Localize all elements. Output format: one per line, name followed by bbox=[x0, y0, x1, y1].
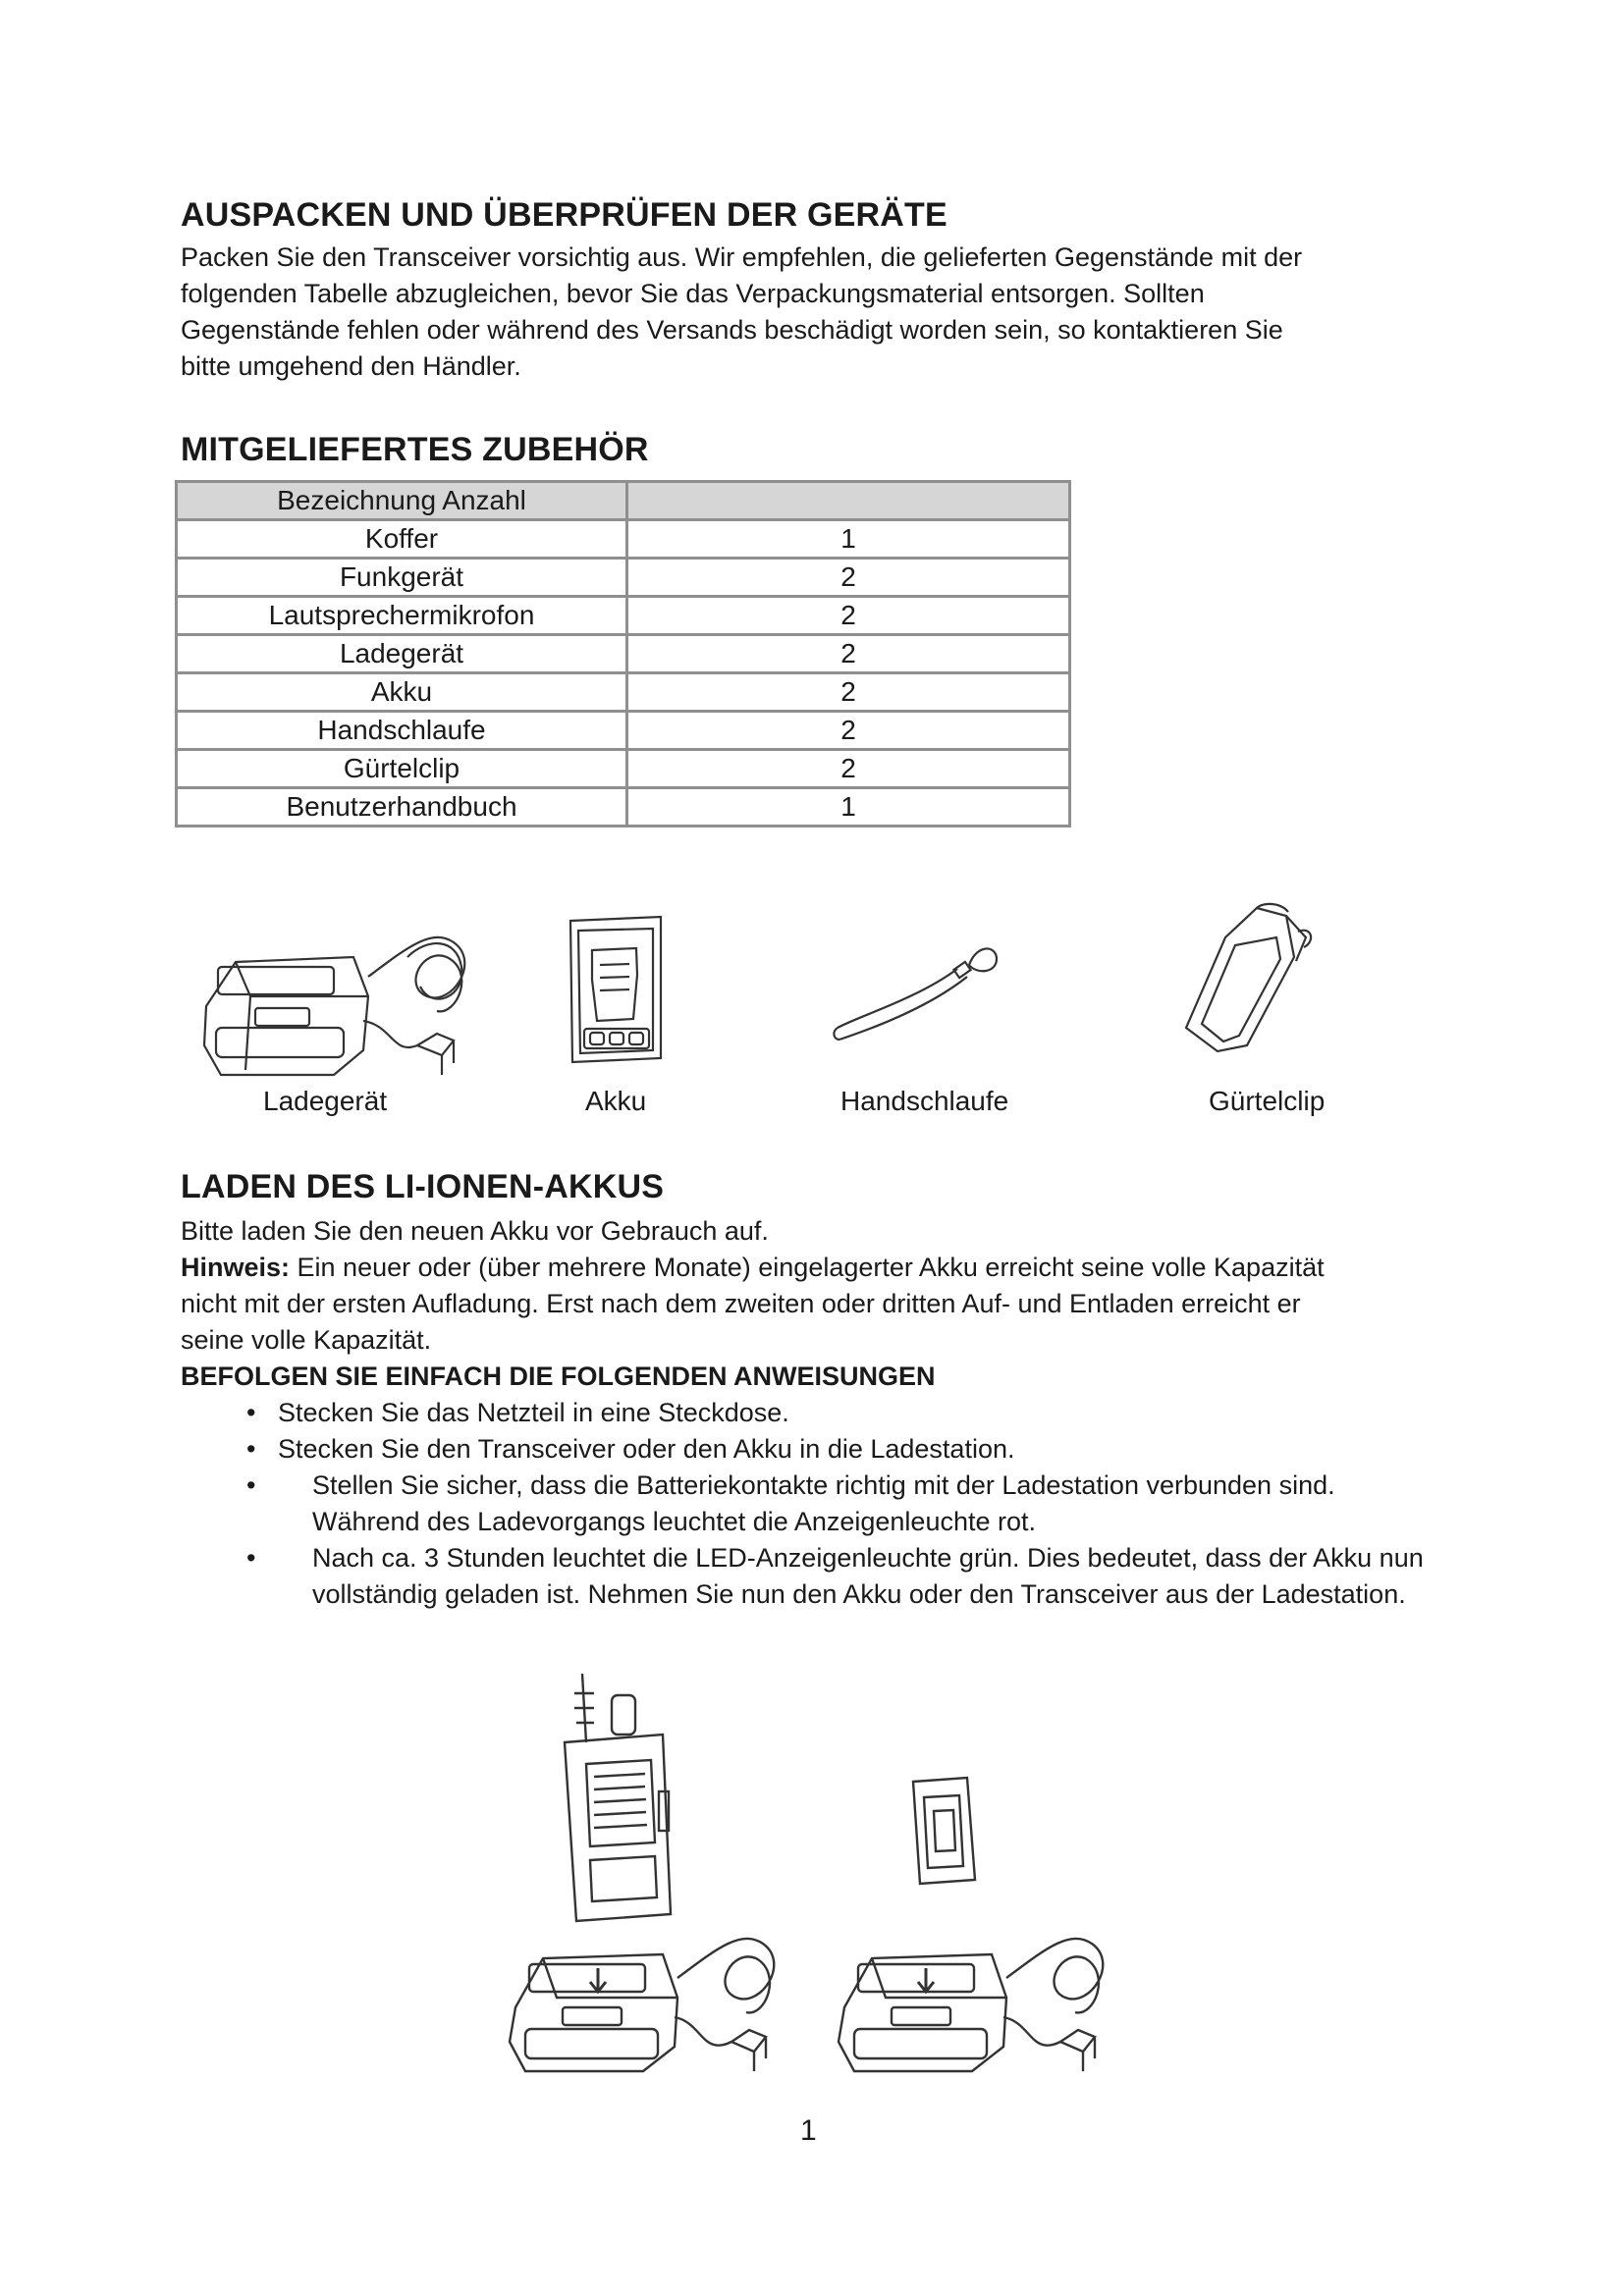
instructions-subheading: BEFOLGEN SIE EINFACH DIE FOLGENDEN ANWEISUNGEN bbox=[181, 1362, 936, 1391]
hand-strap-illustration bbox=[830, 937, 1001, 1045]
list-item-text: Stecken Sie das Netzteil in eine Steckdose. bbox=[278, 1398, 789, 1427]
table-header-cell: Bezeichnung Anzahl bbox=[177, 482, 627, 520]
item-qty: 2 bbox=[627, 635, 1070, 673]
item-name: Akku bbox=[177, 673, 627, 712]
unpacking-line-4: bitte umgehend den Händler. bbox=[181, 351, 521, 381]
charger-illustration bbox=[196, 918, 491, 1085]
caption-belt-clip: Gürtelclip bbox=[1209, 1086, 1326, 1116]
item-qty: 2 bbox=[627, 750, 1070, 788]
list-item bbox=[180, 1395, 1456, 1431]
table-row bbox=[177, 597, 1070, 635]
item-qty: 2 bbox=[627, 597, 1070, 635]
list-item-text: Stellen Sie sicher, dass die Batteriekontakte richtig mit der Ladestation verbunden sind. Während des Ladevorgangs leuchtet die Anzeigenleuchte rot. bbox=[312, 1470, 1335, 1536]
page-number: 1 bbox=[800, 2114, 817, 2147]
table-row bbox=[177, 788, 1070, 827]
heading-accessories: MITGELIEFERTES ZUBEHÖR bbox=[181, 431, 649, 468]
heading-unpacking: AUSPACKEN UND ÜBERPRÜFEN DER GERÄTE bbox=[181, 196, 947, 234]
caption-battery: Akku bbox=[585, 1086, 647, 1116]
item-qty: 2 bbox=[627, 673, 1070, 712]
table-row bbox=[177, 712, 1070, 750]
charging-intro: Bitte laden Sie den neuen Akku vor Gebrauch auf. bbox=[181, 1216, 769, 1246]
item-name: Lautsprechermikrofon bbox=[177, 597, 627, 635]
table-header-row bbox=[177, 482, 1070, 520]
list-item-text: Nach ca. 3 Stunden leuchtet die LED-Anzeigenleuchte grün. Dies bedeutet, dass der Akku nun vollständig geladen ist. Nehmen Sie nun den Akku oder den Transceiver aus der Ladestation. bbox=[312, 1543, 1424, 1609]
charging-illustration bbox=[496, 1674, 1149, 2086]
list-item bbox=[180, 1540, 1456, 1613]
bullet-symbol: • bbox=[246, 1398, 256, 1427]
table-row bbox=[177, 520, 1070, 559]
note-text-line-2: nicht mit der ersten Aufladung. Erst nach dem zweiten oder dritten Auf- und Entladen erreicht er bbox=[181, 1289, 1301, 1318]
item-qty: 1 bbox=[627, 520, 1070, 559]
list-item bbox=[180, 1468, 1456, 1540]
table-row bbox=[177, 559, 1070, 597]
bullet-symbol: • bbox=[246, 1470, 256, 1500]
bullet-symbol: • bbox=[246, 1434, 256, 1464]
item-qty: 2 bbox=[627, 712, 1070, 750]
item-name: Funkgerät bbox=[177, 559, 627, 597]
table-row bbox=[177, 635, 1070, 673]
item-qty: 1 bbox=[627, 788, 1070, 827]
item-name: Benutzerhandbuch bbox=[177, 788, 627, 827]
table-row bbox=[177, 673, 1070, 712]
battery-illustration bbox=[563, 911, 673, 1078]
unpacking-line-3: Gegenstände fehlen oder während des Versands beschädigt worden sein, so kontaktieren Sie bbox=[181, 315, 1283, 345]
caption-hand-strap: Handschlaufe bbox=[840, 1086, 1009, 1116]
table-row bbox=[177, 750, 1070, 788]
item-name: Ladegerät bbox=[177, 635, 627, 673]
instruction-list bbox=[180, 1395, 1456, 1613]
unpacking-line-2: folgenden Tabelle abzugleichen, bevor Sie das Verpackungsmaterial entsorgen. Sollten bbox=[181, 279, 1205, 308]
list-item bbox=[180, 1431, 1456, 1468]
heading-charging: LADEN DES LI-IONEN-AKKUS bbox=[181, 1168, 665, 1205]
unpacking-line-1: Packen Sie den Transceiver vorsichtig aus. Wir empfehlen, die gelieferten Gegenstände mit der bbox=[181, 242, 1303, 272]
item-name: Handschlaufe bbox=[177, 712, 627, 750]
item-name: Gürtelclip bbox=[177, 750, 627, 788]
belt-clip-illustration bbox=[1178, 898, 1326, 1060]
note-text-line-1: Ein neuer oder (über mehrere Monate) eingelagerter Akku erreicht seine volle Kapazität bbox=[290, 1253, 1325, 1282]
charging-paragraph bbox=[181, 1213, 1477, 1395]
item-name: Koffer bbox=[177, 520, 627, 559]
list-item-text: Stecken Sie den Transceiver oder den Akku in die Ladestation. bbox=[278, 1434, 1015, 1464]
note-label: Hinweis: bbox=[181, 1253, 291, 1282]
bullet-symbol: • bbox=[246, 1543, 256, 1573]
caption-charger: Ladegerät bbox=[263, 1086, 388, 1116]
unpacking-paragraph bbox=[181, 240, 1477, 385]
table-header-empty-cell bbox=[627, 482, 1070, 520]
accessories-table bbox=[175, 480, 1071, 828]
note-text-line-3: seine volle Kapazität. bbox=[181, 1325, 432, 1355]
item-qty: 2 bbox=[627, 559, 1070, 597]
